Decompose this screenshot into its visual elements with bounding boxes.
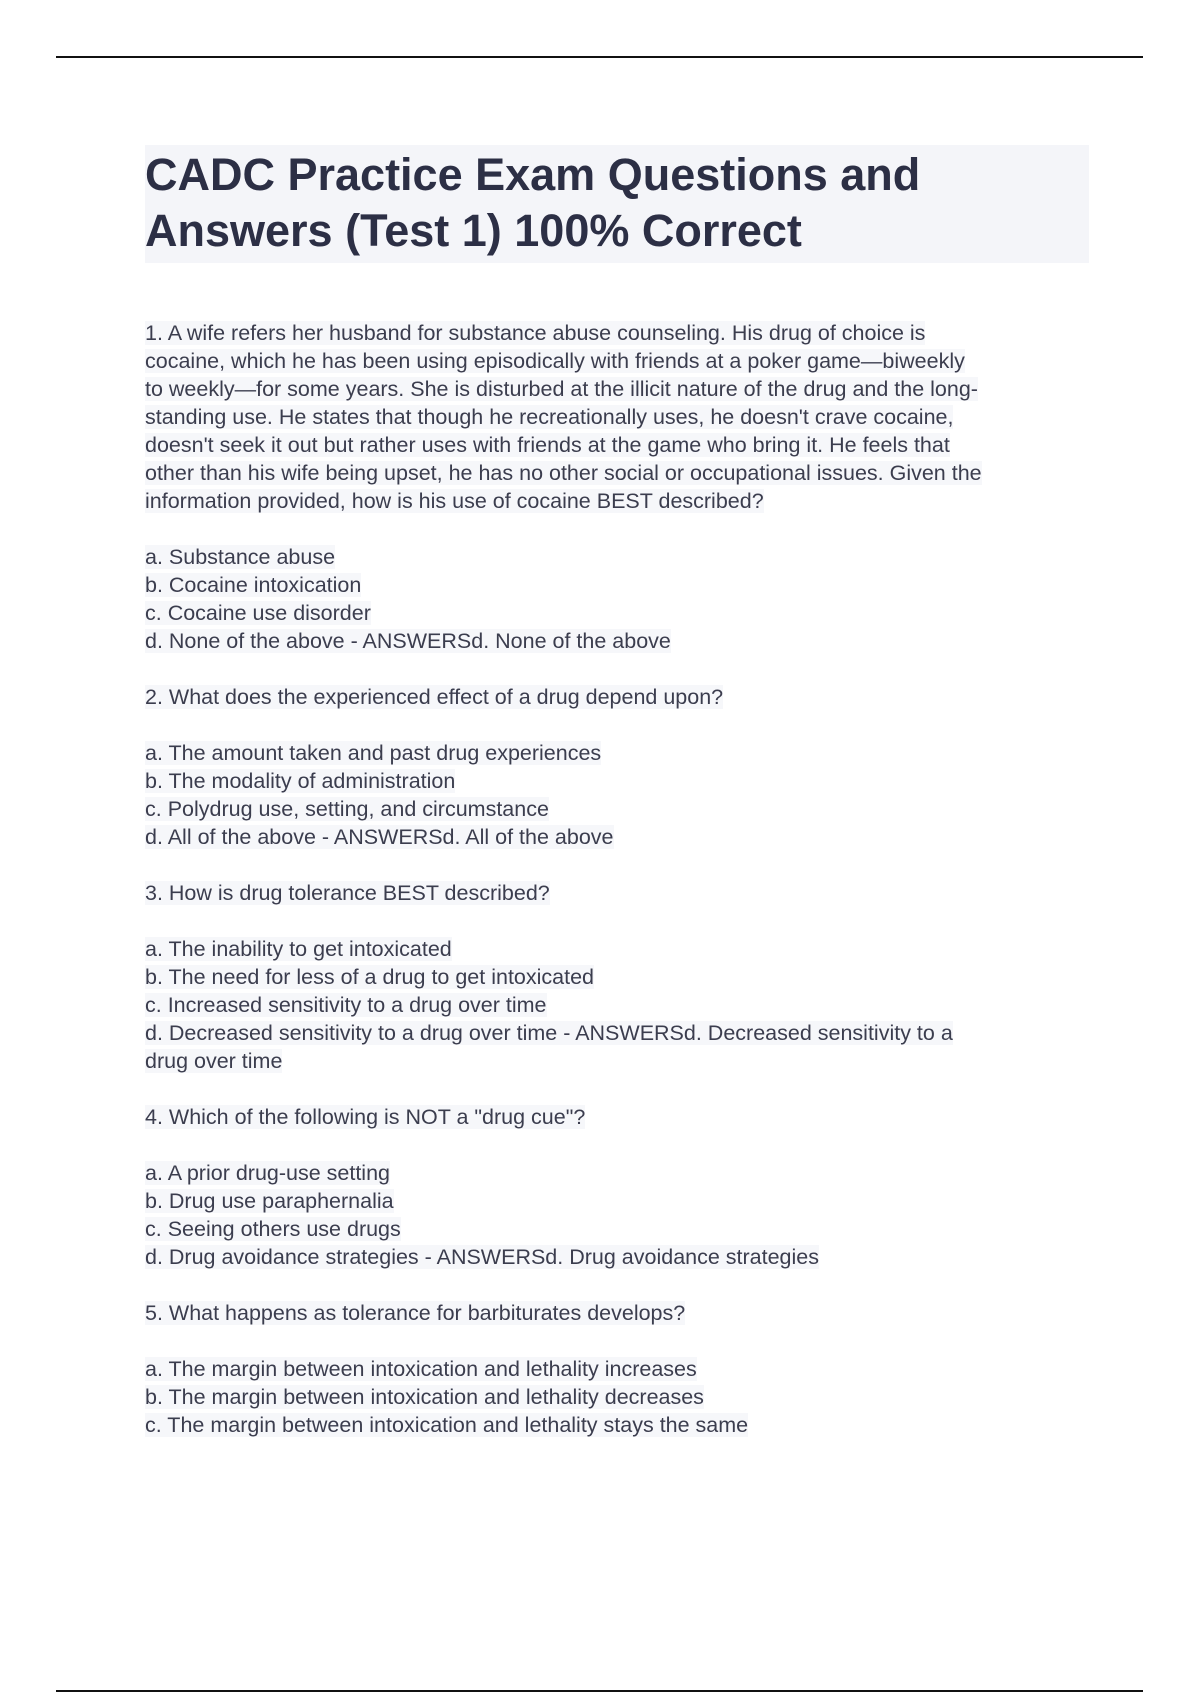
option-b: b. The need for less of a drug to get intoxicated [145,965,595,989]
answer-options [145,1355,1089,1439]
question-2 [145,683,1089,851]
question-stem [145,319,1089,515]
answer-options [145,935,1089,1075]
option-a: a. The margin between intoxication and lethality increases [145,1357,697,1381]
option-d-answer-continued: drug over time [145,1049,283,1073]
title-line: Answers (Test 1) 100% Correct [145,205,802,256]
question-stem [145,1103,1089,1131]
document-body [145,145,1089,1467]
question-4 [145,1103,1089,1271]
stem-line: to weekly—for some years. She is disturbed at the illicit nature of the drug and the long- [145,377,978,401]
stem-line: 5. What happens as tolerance for barbiturates develops? [145,1301,686,1325]
option-d-answer: d. None of the above - ANSWERSd. None of the above [145,629,671,653]
option-b: b. Cocaine intoxication [145,573,362,597]
page-title [145,147,1083,259]
answer-options [145,739,1089,851]
stem-line: other than his wife being upset, he has no other social or occupational issues. Given the [145,461,982,485]
option-a: a. The inability to get intoxicated [145,937,452,961]
stem-line: doesn't seek it out but rather uses with friends at the game who bring it. He feels that [145,433,950,457]
question-stem [145,879,1089,907]
answer-options [145,543,1089,655]
question-3 [145,879,1089,1075]
question-5 [145,1299,1089,1439]
option-c: c. Increased sensitivity to a drug over time [145,993,547,1017]
option-c: c. Cocaine use disorder [145,601,371,625]
stem-line: 4. Which of the following is NOT a "drug cue"? [145,1105,586,1129]
option-d-answer: d. All of the above - ANSWERSd. All of the above [145,825,614,849]
question-1 [145,319,1089,655]
question-list [145,319,1089,1439]
option-b: b. The margin between intoxication and lethality decreases [145,1385,704,1409]
option-b: b. The modality of administration [145,769,456,793]
option-c: c. Seeing others use drugs [145,1217,401,1241]
option-b: b. Drug use paraphernalia [145,1189,394,1213]
option-a: a. The amount taken and past drug experiences [145,741,602,765]
stem-line: 1. A wife refers her husband for substance abuse counseling. His drug of choice is [145,321,926,345]
option-c: c. Polydrug use, setting, and circumstance [145,797,549,821]
question-stem [145,1299,1089,1327]
stem-line: 3. How is drug tolerance BEST described? [145,881,550,905]
title-line: CADC Practice Exam Questions and [145,149,921,200]
question-stem [145,683,1089,711]
answer-options [145,1159,1089,1271]
bottom-divider [56,1690,1143,1692]
option-a: a. A prior drug-use setting [145,1161,391,1185]
option-d-answer: d. Drug avoidance strategies - ANSWERSd. Drug avoidance strategies [145,1245,819,1269]
title-block [145,145,1089,263]
option-a: a. Substance abuse [145,545,336,569]
option-c: c. The margin between intoxication and lethality stays the same [145,1413,749,1437]
option-d-answer: d. Decreased sensitivity to a drug over time - ANSWERSd. Decreased sensitivity to a [145,1021,953,1045]
top-divider [56,56,1143,58]
stem-line: standing use. He states that though he recreationally uses, he doesn't crave cocaine, [145,405,954,429]
stem-line: information provided, how is his use of cocaine BEST described? [145,489,764,513]
stem-line: cocaine, which he has been using episodically with friends at a poker game—biweekly [145,349,965,373]
stem-line: 2. What does the experienced effect of a drug depend upon? [145,685,724,709]
